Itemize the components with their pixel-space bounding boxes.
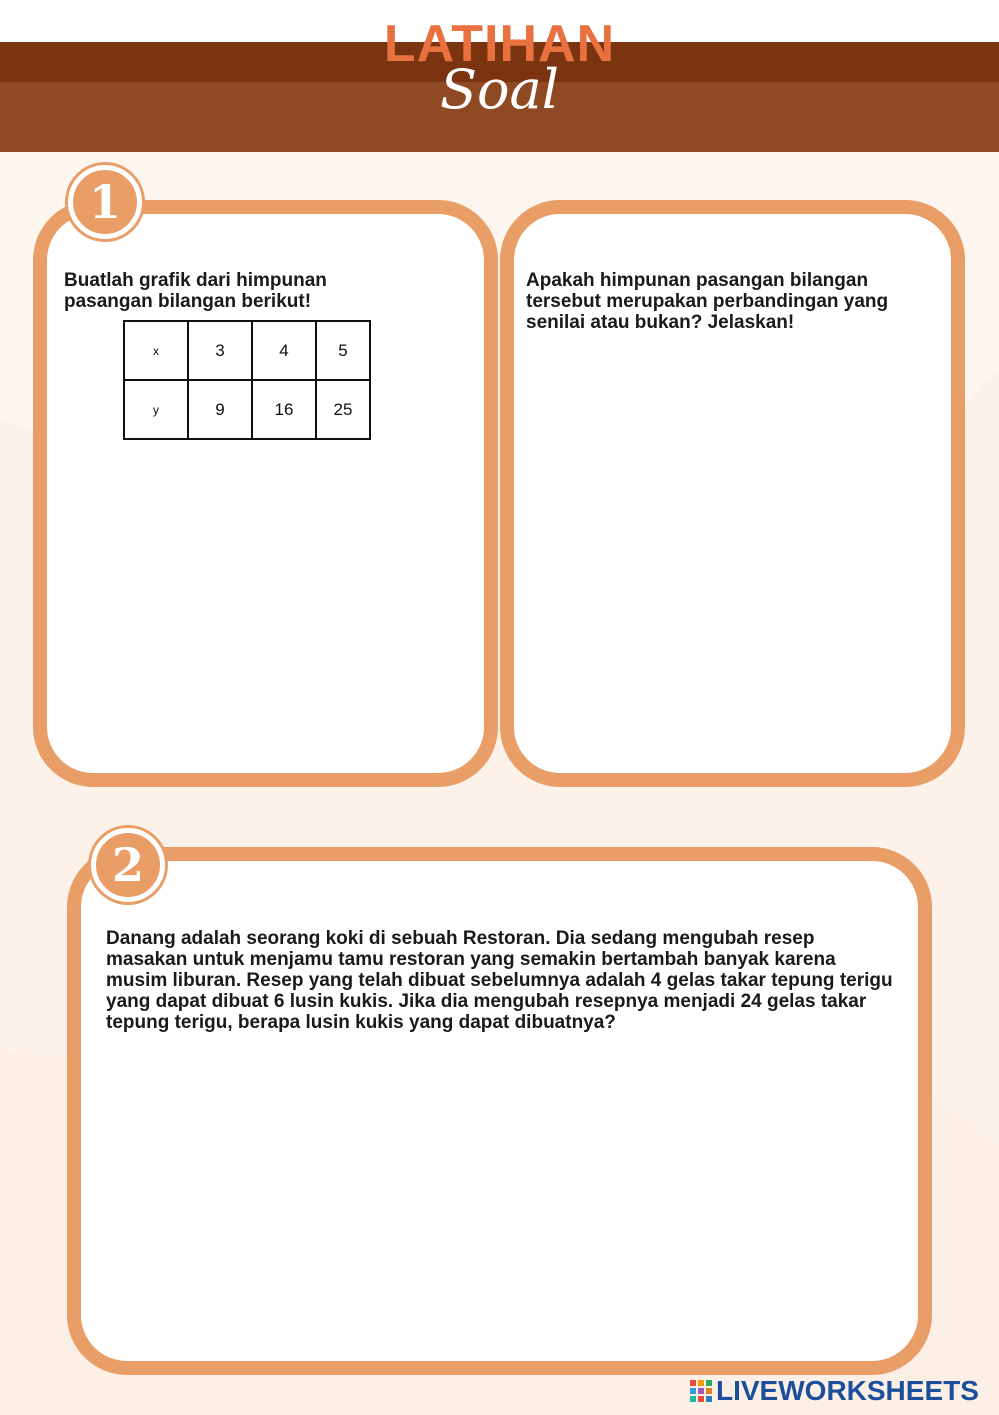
page-subtitle: Soal [440, 58, 559, 121]
table-cell: 9 [188, 380, 252, 439]
table-cell: y [124, 380, 188, 439]
question-2-card[interactable] [67, 847, 932, 1375]
table-cell: x [124, 321, 188, 380]
table-cell: 4 [252, 321, 316, 380]
table-row-y [124, 380, 370, 439]
question-1b-text: Apakah himpunan pasangan bilangan tersebut merupakan perbandingan yang senilai atau bukan? Jelaskan! [526, 270, 889, 333]
logo-text: LIVEWORKSHEETS [716, 1375, 979, 1406]
table-cell: 16 [252, 380, 316, 439]
page-title: LATIHAN [383, 15, 616, 73]
logo-grid-icon [690, 1380, 712, 1402]
xy-table [123, 320, 371, 440]
table-row-x [124, 321, 370, 380]
section-1-number-badge: 1 [68, 165, 142, 239]
table-cell: 3 [188, 321, 252, 380]
question-2-text: Danang adalah seorang koki di sebuah Restoran. Dia sedang mengubah resep masakan untuk menjamu tamu restoran yang semakin bertambah banyak karena musim liburan. Resep yang telah dibuat sebelumnya adalah 4 gelas takar tepung terigu yang dapat dibuat 6 lusin kukis. Jika dia mengubah resepnya menjadi 24 gelas takar tepung terigu, berapa lusin kukis yang dapat dibuatnya? [106, 928, 893, 1033]
section-2-number-badge: 2 [91, 828, 165, 902]
table-cell: 25 [316, 380, 370, 439]
liveworksheets-logo[interactable] [690, 1374, 990, 1408]
question-1a-text: Buatlah grafik dari himpunan pasangan bilangan berikut! [64, 270, 327, 312]
table-cell: 5 [316, 321, 370, 380]
